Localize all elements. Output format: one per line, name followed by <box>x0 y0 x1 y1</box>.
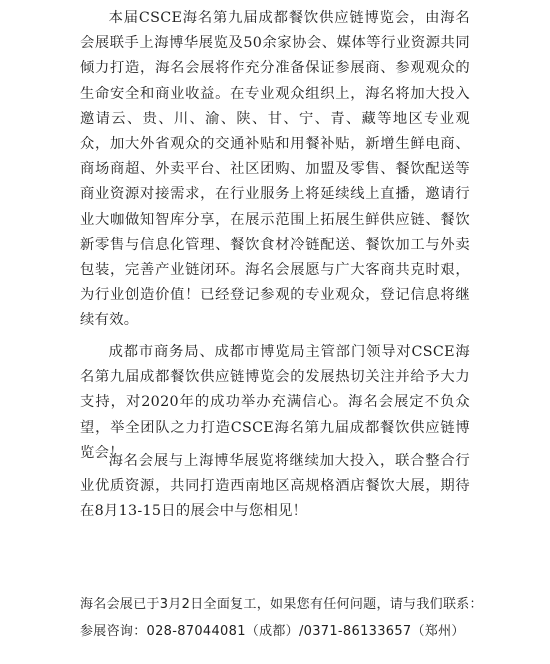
paragraph-intro: 本届CSCE海名第九届成都餐饮供应链博览会，由海名会展联手上海博华展览及50余家协会、媒体等行业资源共同倾力打造，海名会展将作充分准备保证参展商、参观观众的生命安全和商业收益。在专业观众组织上，海名将加大投入邀请云、贵、川、渝、陕、甘、宁、青、藏等地区专业观众，加大外省观众的交通补贴和用餐补贴，新增生鲜电商、商场商超、外卖平台、社区团购、加盟及零售、餐饮配送等商业资源对接需求，在行业服务上将延续线上直播，邀请行业大咖做知智库分享，在展示范围上拓展生鲜供应链、餐饮新零售与信息化管理、餐饮食材冷链配送、餐饮加工与外卖包装，完善产业链闭环。海名会展愿与广大客商共克时艰，为行业创造价值！已经登记参观的专业观众，登记信息将继续有效。 <box>80 10 470 329</box>
paragraph-government-support: 成都市商务局、成都市博览局主管部门领导对CSCE海名第九届成都餐饮供应链博览会的发展热切关注并给予大力支持，对2020年的成功举办充满信心。海名会展定不负众望，举全团队之力打造CSCE海名第九届成都餐饮供应链博览会！ <box>80 344 470 461</box>
paragraph-invitation: 海名会展与上海博华展览将继续加大投入，联合整合行业优质资源，共同打造西南地区高规格酒店餐饮大展，期待在8月13-15日的展会中与您相见！ <box>80 453 470 520</box>
notice-contact-info: 参展咨询：028-87044081（成都）/0371-86133657（郑州） <box>80 624 465 639</box>
notice-resume-work: 海名会展已于3月2日全面复工，如果您有任何问题，请与我们联系： <box>80 597 483 612</box>
